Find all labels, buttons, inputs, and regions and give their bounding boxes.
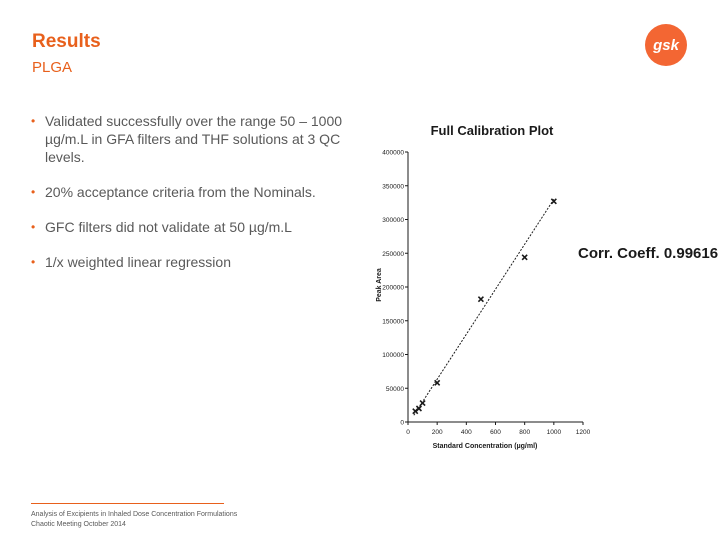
page-title: Results	[32, 31, 101, 52]
x-tick-label: 600	[490, 429, 501, 436]
bullet-text: Validated successfully over the range 50 – 1000 µg/m.L in GFA filters and THF solutions at 3 QC levels.	[45, 113, 343, 165]
footer-divider	[31, 503, 224, 504]
bullet-text: 1/x weighted linear regression	[45, 254, 231, 270]
x-tick-label: 200	[431, 429, 443, 436]
footer-line-1: Analysis of Excipients in Inhaled Dose Concentration Formulations	[31, 511, 238, 518]
chart-title: Full Calibration Plot	[430, 123, 554, 138]
gsk-logo	[645, 24, 687, 66]
calibration-chart	[370, 110, 720, 460]
y-tick-label: 150000	[382, 318, 404, 326]
x-axis-label: Standard Concentration (µg/ml)	[432, 443, 538, 450]
x-tick-label: 1200	[575, 429, 591, 436]
y-tick-label: 200000	[382, 284, 404, 292]
data-point	[420, 401, 425, 406]
x-tick-label: 800	[519, 429, 531, 436]
data-point	[522, 255, 527, 260]
x-tick-label: 1000	[546, 429, 562, 436]
correlation-coefficient: Corr. Coeff. 0.99616	[578, 245, 719, 262]
bullet-text: 20% acceptance criteria from the Nominals.	[45, 184, 316, 200]
logo-text: gsk	[653, 36, 679, 54]
bullet-dot-icon: •	[31, 185, 36, 199]
trendline	[414, 199, 554, 415]
bullet-item	[31, 183, 361, 201]
bullet-dot-icon: •	[31, 114, 36, 128]
y-tick-label: 400000	[382, 149, 404, 157]
bullet-item	[31, 218, 361, 236]
results-bullet-list	[31, 112, 361, 288]
page-subtitle: PLGA	[32, 59, 73, 76]
x-tick-label: 400	[460, 429, 472, 436]
y-tick-label: 350000	[382, 183, 404, 191]
y-axis-label: Peak Area	[376, 268, 383, 302]
footer	[31, 510, 237, 530]
y-tick-label: 0	[400, 419, 404, 427]
bullet-text: GFC filters did not validate at 50 µg/m.L	[45, 219, 292, 235]
data-point	[478, 297, 483, 302]
y-tick-label: 100000	[382, 352, 404, 359]
y-tick-label: 250000	[382, 250, 404, 258]
bullet-dot-icon: •	[31, 220, 36, 234]
bullet-item	[31, 112, 361, 166]
x-tick-label: 0	[406, 429, 410, 436]
bullet-item	[31, 253, 361, 271]
y-tick-label: 50000	[385, 385, 404, 393]
footer-line-2: Chaotic Meeting October 2014	[31, 521, 126, 528]
y-tick-label: 300000	[382, 217, 404, 224]
bullet-dot-icon: •	[31, 255, 36, 269]
